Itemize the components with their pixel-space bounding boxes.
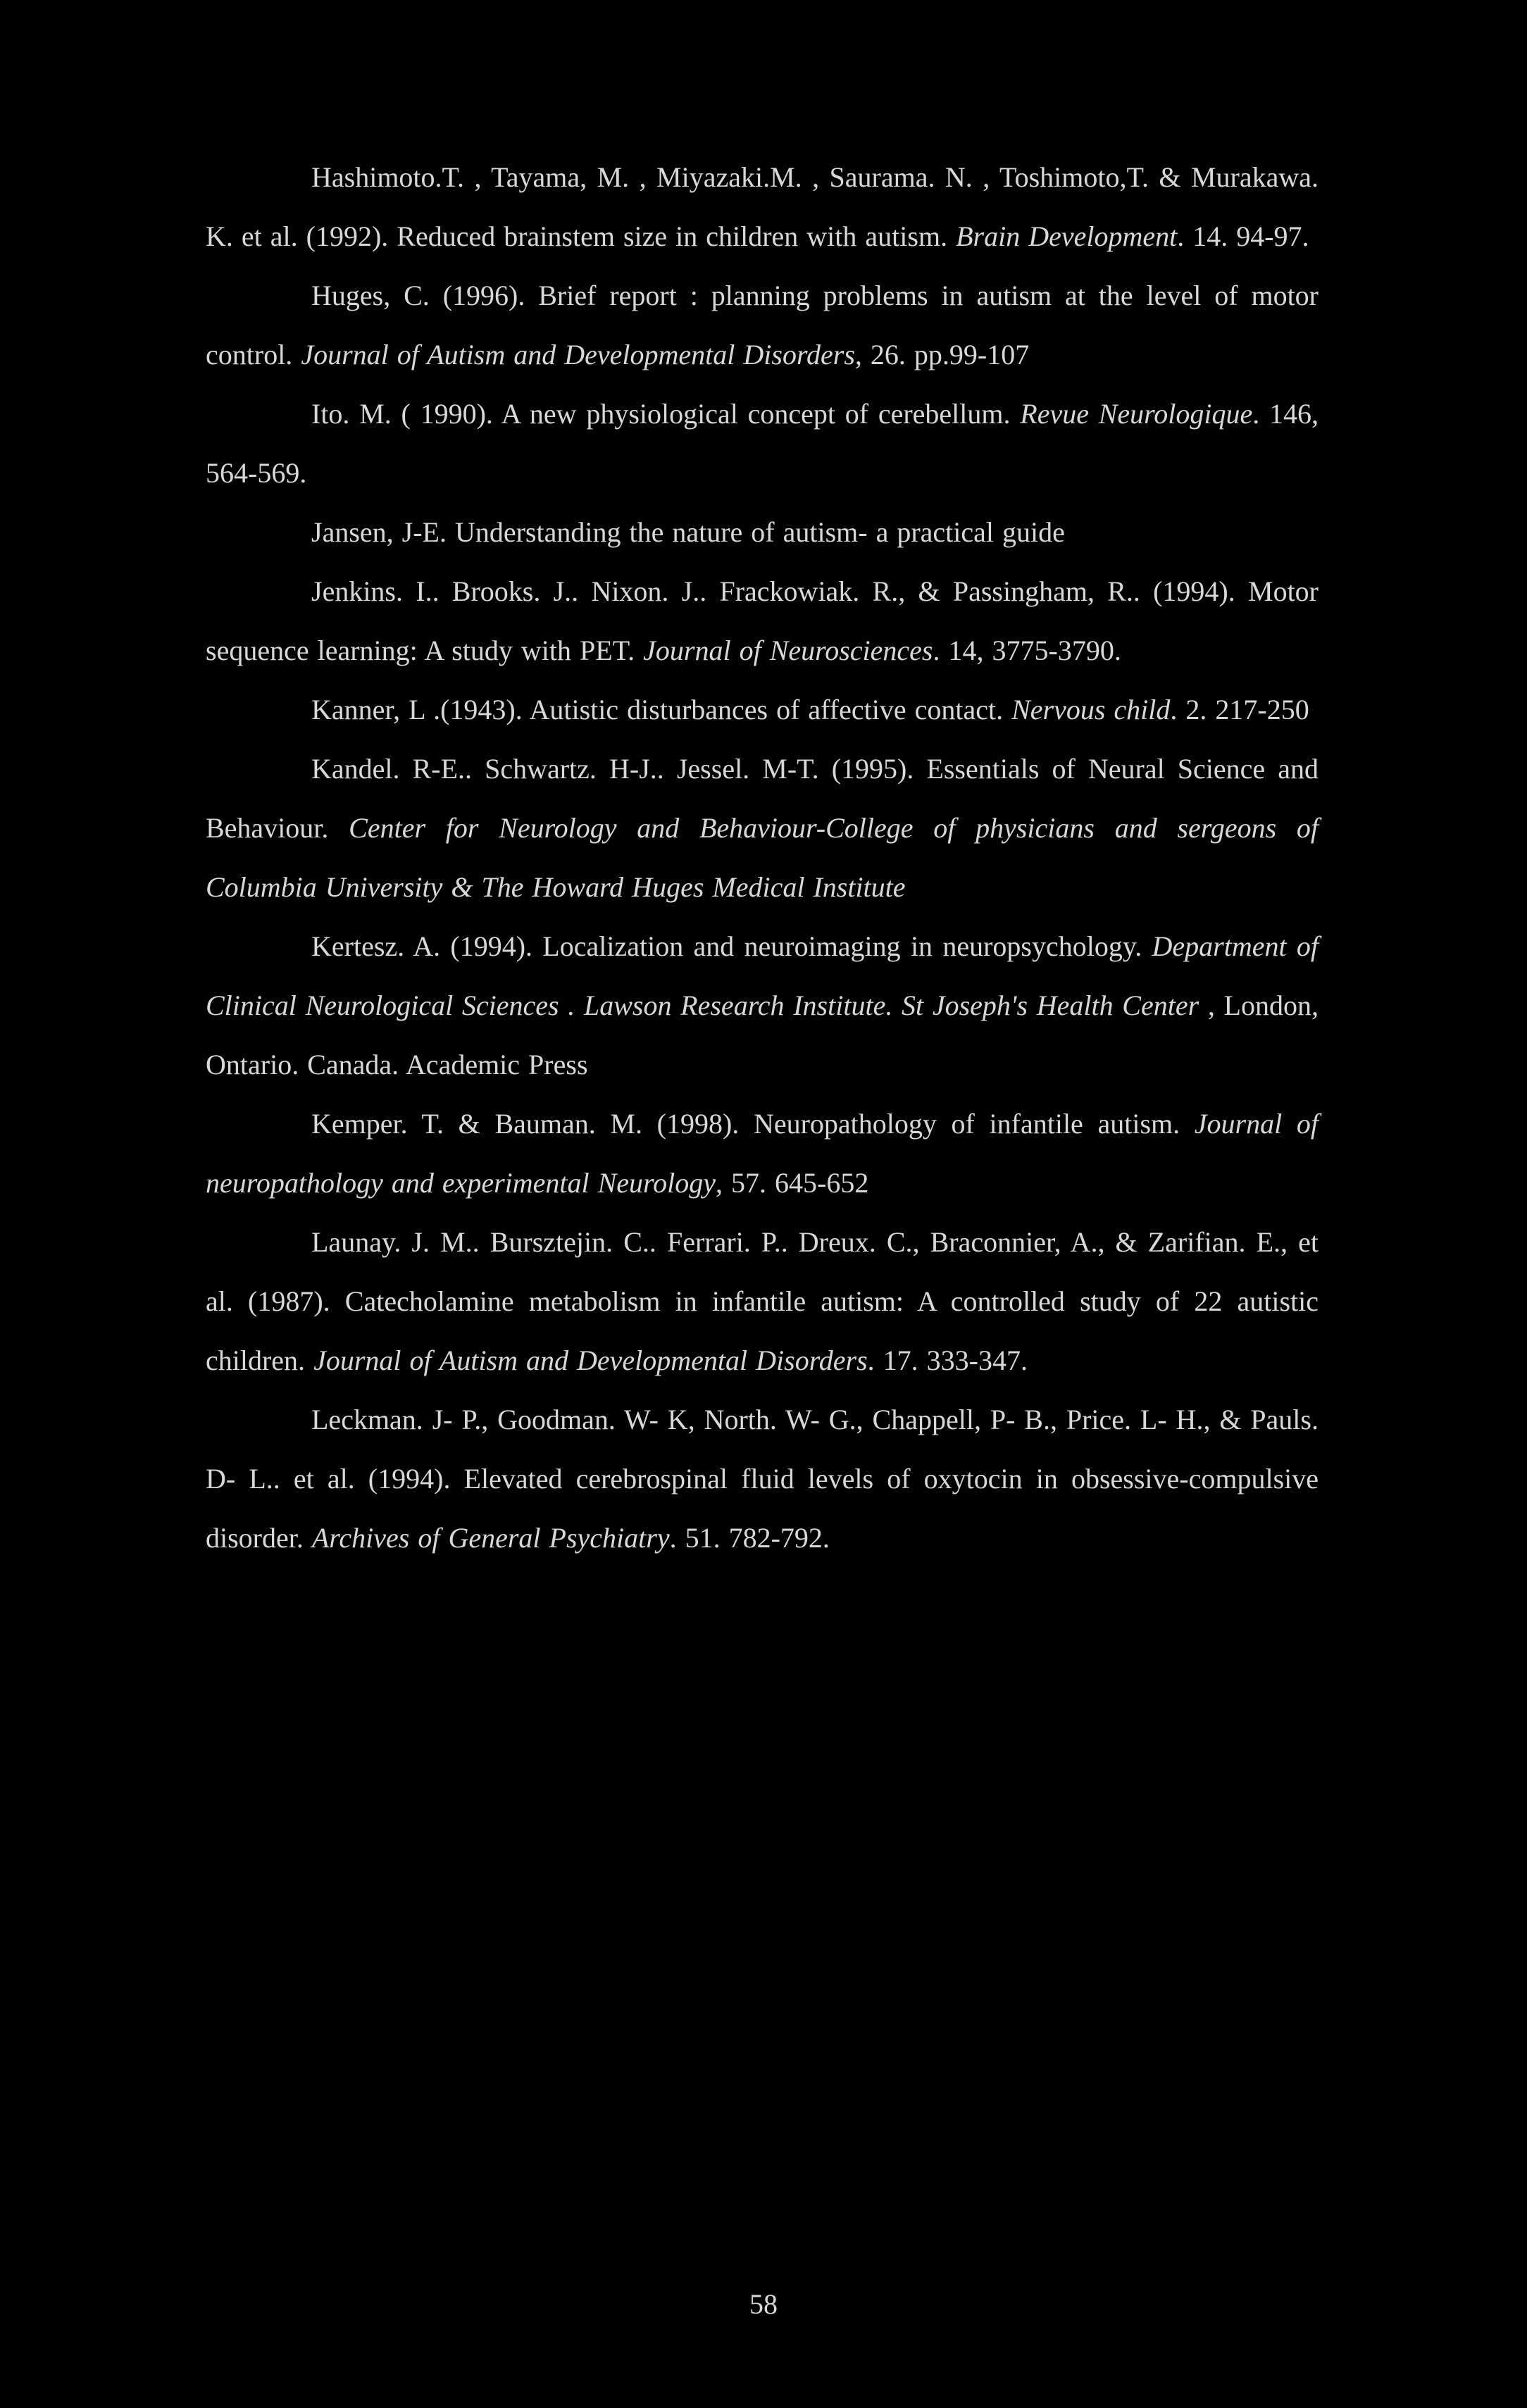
reference-details: . 14, 3775-3790.	[933, 635, 1121, 666]
reference-text: Launay. J. M.. Bursztejin. C.. Ferrari. P.. Dreux. C., Braconnier, A., & Zarifian. E., et al. (1987). Catecholamine metabolism in infantile autism: A controlled study of 22 autistic children.	[206, 1226, 1319, 1376]
reference-text: Hashimoto.T. , Tayama, M. , Miyazaki.M. , Saurama. N. , Toshimoto,T. & Murakawa. K. et al. (1992). Reduced brainstem size in children with autism.	[206, 161, 1319, 252]
reference-text: Jenkins. I.. Brooks. J.. Nixon. J.. Frackowiak. R., & Passingham, R.. (1994). Motor sequence learning: A study with PET.	[206, 575, 1319, 666]
reference-source: Journal of neuropathology and experimental Neurology	[206, 1108, 1319, 1199]
reference-entry	[206, 1390, 1319, 1568]
reference-source: Archives of General Psychiatry	[311, 1522, 670, 1554]
reference-source: Journal of Neurosciences	[643, 635, 933, 666]
reference-source: Nervous child	[1011, 694, 1171, 725]
reference-text: Ito. M. ( 1990). A new physiological concept of cerebellum.	[311, 398, 1021, 430]
reference-entry	[206, 680, 1319, 740]
reference-text: Leckman. J- P., Goodman. W- K, North. W- G., Chappell, P- B., Price. L- H., & Pauls. D- L.. et al. (1994). Elevated cerebrospinal fluid levels of oxytocin in obsessive-compulsive disorder.	[206, 1404, 1319, 1554]
reference-source: Department of Clinical Neurological Sciences . Lawson Research Institute. St Joseph's Health Center	[206, 930, 1319, 1021]
reference-source: Journal of Autism and Developmental Disorders	[301, 339, 855, 370]
reference-entry	[206, 266, 1319, 385]
reference-entry	[206, 740, 1319, 917]
reference-details: , 57. 645-652	[716, 1167, 869, 1199]
reference-text: Huges, C. (1996). Brief report : planning problems in autism at the level of motor control.	[206, 280, 1319, 370]
reference-details: , 26. pp.99-107	[854, 339, 1030, 370]
reference-list	[206, 148, 1319, 1568]
reference-text: Kandel. R-E.. Schwartz. H-J.. Jessel. M-T. (1995). Essentials of Neural Science and Behaviour.	[206, 753, 1319, 844]
reference-details: . 146, 564-569.	[206, 398, 1319, 489]
reference-entry	[206, 1094, 1319, 1213]
reference-text: Kemper. T. & Bauman. M. (1998). Neuropathology of infantile autism.	[311, 1108, 1195, 1140]
reference-details: . 14. 94-97.	[1177, 220, 1309, 252]
reference-details: . 17. 333-347.	[867, 1345, 1028, 1376]
reference-source: Journal of Autism and Developmental Disorders	[313, 1345, 868, 1376]
page-number: 58	[749, 2288, 778, 2320]
reference-text: Jansen, J-E. Understanding the nature of autism- a practical guide	[311, 516, 1065, 548]
reference-details: . 51. 782-792.	[669, 1522, 830, 1554]
reference-source: Brain Development	[956, 220, 1178, 252]
reference-entry	[206, 503, 1319, 562]
reference-entry	[206, 562, 1319, 680]
reference-entry	[206, 385, 1319, 503]
reference-details: . 2. 217-250	[1170, 694, 1309, 725]
reference-text: Kertesz. A. (1994). Localization and neuroimaging in neuropsychology.	[311, 930, 1152, 962]
reference-entry	[206, 917, 1319, 1094]
reference-source: Revue Neurologique	[1020, 398, 1253, 430]
reference-source: Center for Neurology and Behaviour-College of physicians and sergeons of Columbia University & The Howard Huges Medical Institute	[206, 812, 1319, 903]
reference-details: , London, Ontario. Canada. Academic Press	[206, 990, 1319, 1080]
reference-entry	[206, 148, 1319, 266]
reference-entry	[206, 1213, 1319, 1390]
reference-text: Kanner, L .(1943). Autistic disturbances of affective contact.	[311, 694, 1012, 725]
